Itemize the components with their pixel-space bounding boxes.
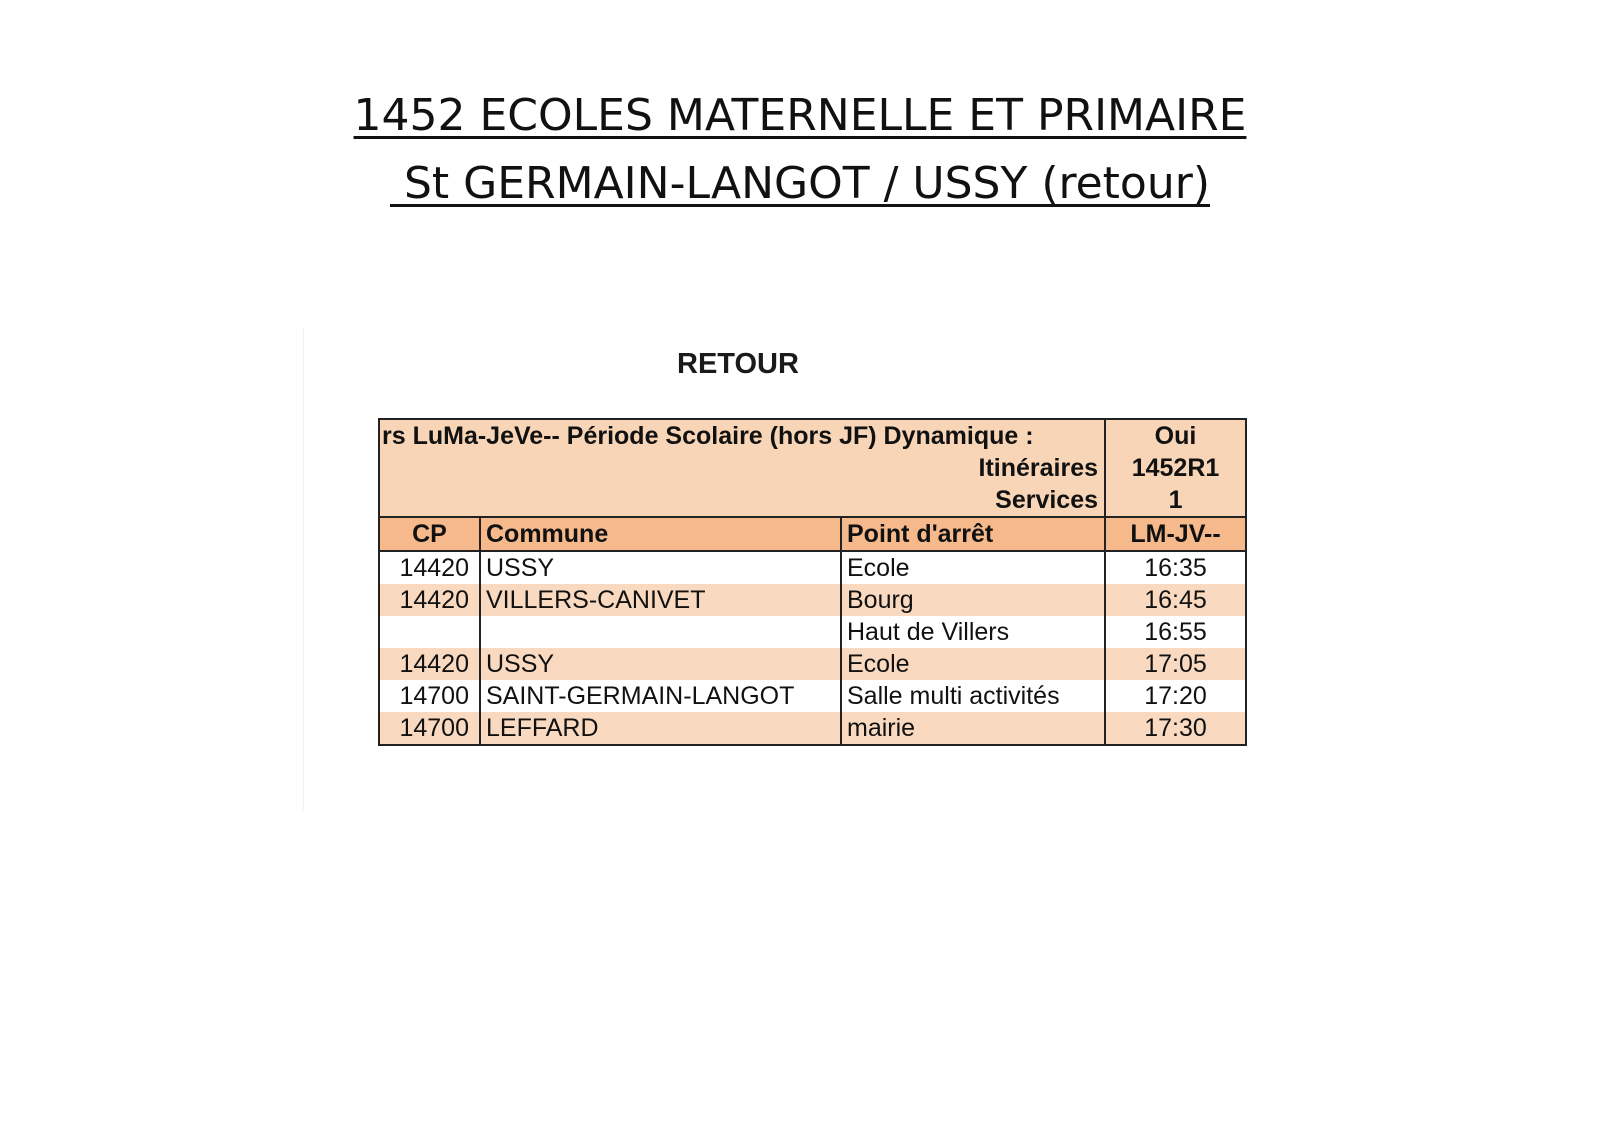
- cell-stop: Salle multi activités: [841, 680, 1105, 712]
- cell-cp: 14700: [379, 712, 480, 745]
- table-row: [379, 584, 1246, 616]
- meta-row-period: [379, 419, 1246, 452]
- title-line-2: St GERMAIN-LANGOT / USSY (retour): [390, 158, 1210, 209]
- schedule-table: [378, 418, 1247, 746]
- cell-cp: 14700: [379, 680, 480, 712]
- cell-time: 16:55: [1105, 616, 1246, 648]
- table-row: [379, 616, 1246, 648]
- meta-value: Oui: [1105, 419, 1246, 452]
- cell-stop: Ecole: [841, 551, 1105, 584]
- column-header-time: LM-JV--: [1105, 517, 1246, 551]
- meta-label: rs LuMa-JeVe-- Période Scolaire (hors JF) Dynamique :: [379, 419, 1105, 452]
- cell-commune: [480, 616, 841, 648]
- cell-cp: 14420: [379, 584, 480, 616]
- cell-stop: mairie: [841, 712, 1105, 745]
- cell-commune: LEFFARD: [480, 712, 841, 745]
- meta-value: 1: [1105, 484, 1246, 517]
- meta-value: 1452R1: [1105, 452, 1246, 484]
- table-header-row: [379, 517, 1246, 551]
- meta-label: Services: [379, 484, 1105, 517]
- table-row: [379, 680, 1246, 712]
- cell-time: 17:05: [1105, 648, 1246, 680]
- cell-stop: Ecole: [841, 648, 1105, 680]
- meta-label: Itinéraires: [379, 452, 1105, 484]
- cell-cp: 14420: [379, 551, 480, 584]
- column-header-commune: Commune: [480, 517, 841, 551]
- column-header-cp: CP: [379, 517, 480, 551]
- column-header-stop: Point d'arrêt: [841, 517, 1105, 551]
- table-row: [379, 712, 1246, 745]
- cell-time: 16:45: [1105, 584, 1246, 616]
- cell-commune: USSY: [480, 648, 841, 680]
- cell-commune: SAINT-GERMAIN-LANGOT: [480, 680, 841, 712]
- meta-row-services: [379, 484, 1246, 517]
- cell-commune: VILLERS-CANIVET: [480, 584, 841, 616]
- table-row: [379, 551, 1246, 584]
- cell-time: 17:30: [1105, 712, 1246, 745]
- cell-time: 16:35: [1105, 551, 1246, 584]
- cell-cp: 14420: [379, 648, 480, 680]
- title-line-1: 1452 ECOLES MATERNELLE ET PRIMAIRE: [353, 90, 1247, 141]
- cell-time: 17:20: [1105, 680, 1246, 712]
- cell-commune: USSY: [480, 551, 841, 584]
- meta-row-itineraries: [379, 452, 1246, 484]
- cell-cp: [379, 616, 480, 648]
- cell-stop: Haut de Villers: [841, 616, 1105, 648]
- table-row: [379, 648, 1246, 680]
- cell-stop: Bourg: [841, 584, 1105, 616]
- sheet-heading: RETOUR: [677, 348, 799, 380]
- page-title: [0, 82, 1600, 218]
